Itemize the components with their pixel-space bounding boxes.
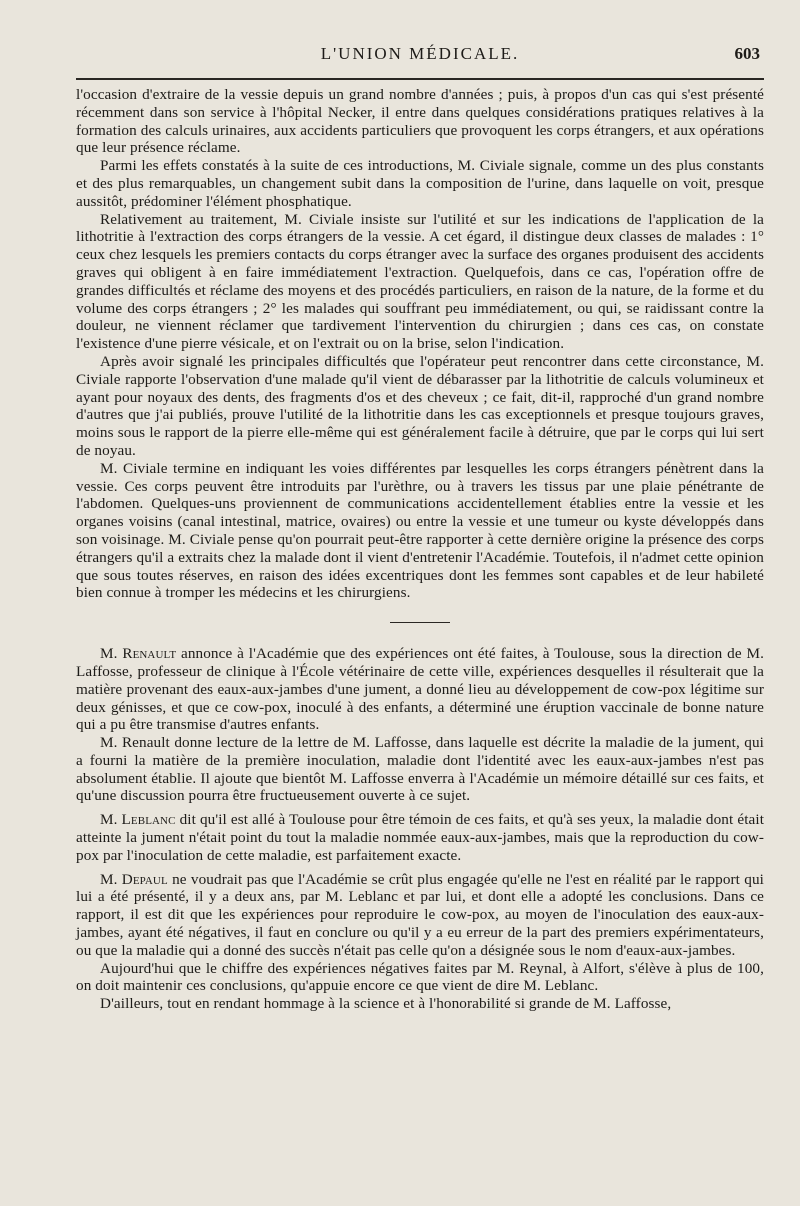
paragraph-leblanc-text: dit qu'il est allé à Toulouse pour être témoin de ces faits, et qu'à ses yeux, la maladie dont était atteinte la jument n'était point du tout la maladie nommée eaux-aux-jambes, mais que la reproduction du cow-pox par l'inoculation de cette maladie, est parfaitement exacte. xyxy=(76,811,765,864)
paragraph-depaul-text: ne voudrait pas que l'Académie se crût plus engagée qu'elle ne l'est en réalité par le rapport qui lui a été présenté, il y a deux ans, par M. Leblanc et par lui, et dont elle a adopté les conclusions. Dans ce rapport, il est dit que les expériences pour reproduire le cow-pox, au moyen de l'inoculation des eaux-aux-jambes, ayant été négatives, il faut en conclure ou qu'il y a eu erreur de la part des premiers expérimentateurs, ou que la maladie qui a donné des succès n'était pas celle qu'on a désignée sous le nom d'eaux-aux-jambes. xyxy=(76,870,764,959)
paragraph-observation: Après avoir signalé les principales difficultés que l'opérateur peut rencontrer dans cette circonstance, M. Civiale rapporte l'observation d'une malade qu'il vient de débarasser par la lithotritie de calculs volumineux et ayant pour noyaux des dents, des fragments d'os et des cheveux ; ce fait, dit-il, rapproché d'un grand nombre d'autres que j'ai publiés, prouve l'utilité de la lithotritie dans les cas exceptionnels et presque toujours graves, moins sous le rapport de la pierre elle-même qui est généralement facile à détruire, que par le corps qui lui sert de noyau. xyxy=(76,352,764,459)
paragraph-treatment: Relativement au traitement, M. Civiale insiste sur l'utilité et sur les indications de l'application de la lithotritie à l'extraction des corps étrangers de la vessie. A cet égard, il distingue deux classes de malades : 1° ceux chez lesquels les premiers contacts du corps étranger avec la surface des organes produisent des accidents graves qui obligent à en faire immédiatement l'extraction. Quelquefois, dans ce cas, l'opération offre de grandes difficultés et réclame des moyens et des procédés particuliers, en raison de la nature, de la forme et du volume des corps étrangers ; 2° les malades qui souffrant peu immédiatement, ou qui, se raidissant contre la douleur, ne viennent réclamer que tardivement l'intervention du chirurgien ; dans ces cas, on constate l'existence d'une pierre vésicale, et on l'extrait ou on la brise, selon l'indication. xyxy=(76,210,764,353)
paragraph-renault xyxy=(76,645,764,734)
journal-title: L'UNION MÉDICALE. xyxy=(320,44,520,63)
paragraph-reynal: Aujourd'hui que le chiffre des expériences négatives faites par M. Reynal, à Alfort, s'élève à plus de 100, on doit maintenir ces conclusions, qu'appuie encore ce que vient de dire M. Leblanc. xyxy=(76,959,764,995)
running-header xyxy=(76,44,764,68)
speaker-depaul: M. Depaul xyxy=(100,870,168,888)
page-number: 603 xyxy=(734,44,760,63)
paragraph-continuation: l'occasion d'extraire de la vessie depuis un grand nombre d'années ; puis, à propos d'un cas qui s'est présenté récemment dans son service à l'hôpital Necker, il entre dans quelques considérations pratiques relatives à la formation des calculs urinaires, aux accidents particuliers que provoquent les corps étrangers, et aux opérations que leur présence réclame. xyxy=(76,86,764,157)
paragraph-final: D'ailleurs, tout en rendant hommage à la science et à l'honorabilité si grande de M. Laffosse, xyxy=(100,995,672,1013)
speaker-leblanc: M. Leblanc xyxy=(100,811,176,829)
paragraph-conclusion: M. Civiale termine en indiquant les voies différentes par lesquelles les corps étrangers pénètrent dans la vessie. Ces corps peuvent être introduits par l'urèthre, ou à travers les tissus par une plaie pénétrante de l'abdomen. Quelques-uns proviennent de communications accidentellement établies entre la vessie et les organes voisins (canal intestinal, matrice, ovaires) ou entre la vessie et une tumeur ou kyste développés dans son voisinage. M. Civiale pense qu'on pourrait peut-être rapporter à cette dernière origine la présence des corps étrangers qu'il a extraits chez la malade dont il vient d'entretenir l'Académie. Toutefois, il n'admet cette opinion que sous toutes réserves, en raison des idées excentriques dont les femmes sont capables et de leur habileté bien connue à tromper les médecins et les chirurgiens. xyxy=(76,459,764,602)
article-body xyxy=(76,86,764,1013)
paragraph-leblanc xyxy=(76,811,764,864)
paragraph-renault-letter: M. Renault donne lecture de la lettre de M. Laffosse, dans laquelle est décrite la maladie de la jument, qui a fourni la matière de la première inoculation, maladie dont l'identité avec les eaux-aux-jambes n'est pas absolument établie. Il ajoute que bientôt M. Laffosse enverra à l'Académie un mémoire détaillé sur ces faits, et qu'une discussion pourra être fructueusement ouverte à ce sujet. xyxy=(76,734,764,805)
header-rule xyxy=(76,78,764,80)
paragraph-renault-text: annonce à l'Académie que des expériences ont été faites, à Toulouse, sous la direction de M. Laffosse, professeur de clinique à l'École vétérinaire de cette ville, expériences desquelles il résulterait que la matière provenant des eaux-aux-jambes d'une jument, a donné lieu au développement de cow-pox légitime sur deux génisses, et que ce cow-pox, inoculé à des enfants, a déterminé une éruption vaccinale de bonne nature qui a pu être transmise d'autres enfants. xyxy=(76,645,764,734)
section-separator xyxy=(390,622,450,623)
paragraph-depaul xyxy=(76,871,764,960)
paragraph-effects: Parmi les effets constatés à la suite de ces introductions, M. Civiale signale, comme un des plus constants et des plus remarquables, un changement subit dans la composition de l'urine, dans laquelle on voit, presque aussitôt, prédominer l'élément phosphatique. xyxy=(76,157,764,210)
speaker-renault: M. Renault xyxy=(100,645,177,663)
